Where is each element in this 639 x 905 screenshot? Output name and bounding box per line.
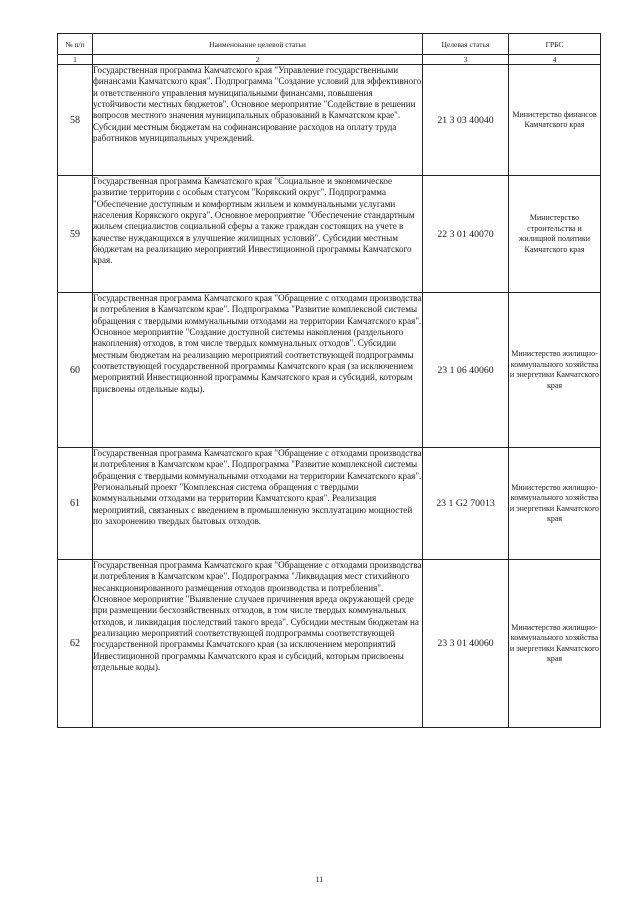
row-code: 21 3 03 40040	[423, 65, 509, 176]
row-code: 23 1 G2 70013	[423, 448, 509, 560]
table-row	[58, 560, 601, 728]
row-grbs: Министерство жилищно-коммунального хозяйства и энергетики Камчатского края	[509, 448, 601, 560]
header-number: № п/п	[58, 34, 93, 55]
header-code: Целевая статья	[423, 34, 509, 55]
row-grbs: Министерство жилищно-коммунального хозяйства и энергетики Камчатского края	[509, 560, 601, 728]
row-number: 60	[58, 293, 93, 448]
row-code: 22 3 01 40070	[423, 176, 509, 293]
row-grbs: Министерство жилищно-коммунального хозяйства и энергетики Камчатского края	[509, 293, 601, 448]
row-number: 61	[58, 448, 93, 560]
header-grbs: ГРБС	[509, 34, 601, 55]
budget-classification-table	[57, 33, 601, 728]
row-code: 23 1 06 40060	[423, 293, 509, 448]
table-row	[58, 448, 601, 560]
row-code: 23 3 01 40060	[423, 560, 509, 728]
table-row	[58, 293, 601, 448]
page-number: 11	[315, 875, 324, 884]
row-number: 62	[58, 560, 93, 728]
table-row	[58, 176, 601, 293]
row-number: 59	[58, 176, 93, 293]
row-description: Государственная программа Камчатского края "Обращение с отходами производства и потребления в Камчатском крае". Подпрограмма "Развитие комплексной системы обращения с твердыми коммунальными отходами на территории Камчатского края". Основное мероприятие "Создание доступной системы накопления (раздельного накопления) отходов, в том числе твердых коммунальных отходов". Субсидии местным бюджетам на реализацию мероприятий соответствующей подпрограммы соответствующей государственной программы Камчатского края (за исключением мероприятий Инвестиционной программы Камчатского края и субсидий, которым присвоены отдельные коды).	[93, 293, 423, 448]
row-grbs: Министерство финансов Камчатского края	[509, 65, 601, 176]
row-description: Государственная программа Камчатского края "Обращение с отходами производства и потребления в Камчатском крае". Подпрограмма "Развитие комплексной системы обращения с твердыми коммунальными отходами на территории Камчатского края". Региональный проект "Комплексная система обращения с твердыми коммунальными отходами на территории Камчатского края". Реализация мероприятий, связанных с введением в промышленную эксплуатацию мощностей по захоронению твердых бытовых отходов.	[93, 448, 423, 560]
column-index: 1	[58, 55, 93, 65]
column-index: 2	[93, 55, 423, 65]
row-description: Государственная программа Камчатского края "Управление государственными финансами Камчатского края". Подпрограмма "Создание условий для эффективного и ответственного управления муниципальными финансами, повышения устойчивости местных бюджетов". Основное мероприятие "Содействие в решении вопросов местного значения муниципальных образований в Камчатском крае". Субсидии местным бюджетам на софинансирование расходов на оплату труда работников муниципальных учреждений.	[93, 65, 423, 176]
row-grbs: Министерство строительства и жилищной политики Камчатского края	[509, 176, 601, 293]
table-row	[58, 65, 601, 176]
row-number: 58	[58, 65, 93, 176]
column-index-row	[58, 55, 601, 65]
column-index: 4	[509, 55, 601, 65]
header-row	[58, 34, 601, 55]
header-name: Наименование целевой статьи	[93, 34, 423, 55]
row-description: Государственная программа Камчатского края "Социальное и экономическое развитие территории с особым статусом "Корякский округ". Подпрограмма "Обеспечение доступным и комфортным жильем и коммунальными услугами населения Корякского округа". Основное мероприятие "Обеспечение стандартным жильем специалистов социальной сферы а также граждан состоящих на учете в качестве нуждающихся в улучшение жилищных условий". Субсидии местным бюджетам на реализацию мероприятий Инвестиционной программы Камчатского края.	[93, 176, 423, 293]
row-description: Государственная программа Камчатского края "Обращение с отходами производства и потребления в Камчатском крае". Подпрограмма "Ликвидация мест стихийного несанкционированного размещения отходов производства и потребления". Основное мероприятие "Выявление случаев причинения вреда окружающей среде при размещении бесхозяйственных отходов, в том числе твердых коммунальных отходов, и ликвидация последствий такого вреда". Субсидии местным бюджетам на реализацию мероприятий соответствующей подпрограммы соответствующей государственной программы Камчатского края (за исключением мероприятий Инвестиционной программы Камчатского края и субсидий, которым присвоены отдельные коды).	[93, 560, 423, 728]
column-index: 3	[423, 55, 509, 65]
